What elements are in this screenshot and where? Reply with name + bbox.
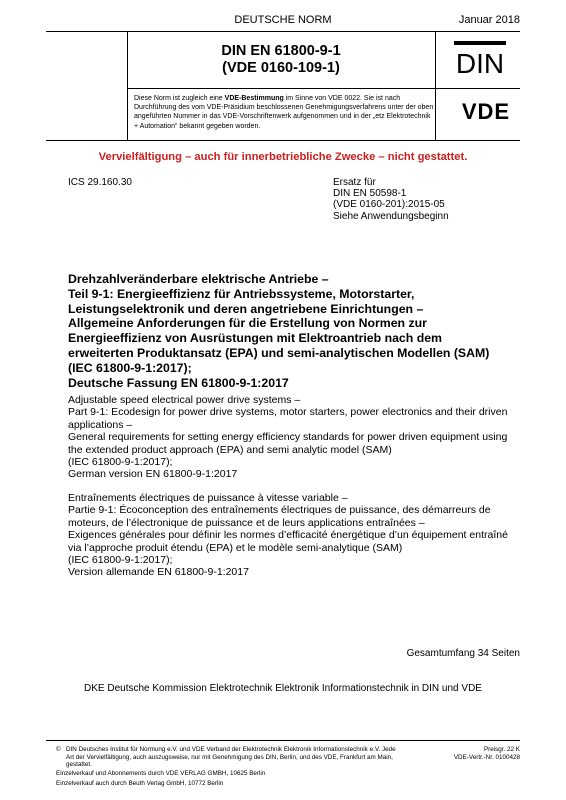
header-rule-top [46, 31, 520, 32]
copyright-text: DIN Deutsches Institut für Normung e.V. und VDE Verband der Elektrotechnik Elektronik Informationstechnik e.V. Jede Art der Vervielfältigung, auch auszugsweise, nur mit Genehmigung des DIN, Berlin, und des VDE, Frankfurt am Main, gestattet. [66, 746, 396, 769]
vde-logo [450, 100, 522, 122]
replacement-label: Ersatz für [333, 177, 376, 188]
title-english: Adjustable speed electrical power drive systems – Part 9-1: Ecodesign for power drive systems, motor starters, power electronics and their driven applications – General requirements for setting energy efficiency standards for power driven equipment using the extended product approach (EPA) and semi analytic model (SAM) (IEC 61800-9-1:2017); German version EN 61800-9-1:2017 [68, 394, 508, 481]
svg-text:VDE: VDE [461, 100, 511, 122]
document-number: DIN EN 61800-9-1 [221, 43, 341, 59]
document-number-block [127, 34, 435, 88]
vde-classification: (VDE 0160-109-1) [222, 60, 340, 76]
total-pages: Gesamtumfang 34 Seiten [406, 648, 520, 659]
dke-commission: DKE Deutsche Kommission Elektrotechnik Elektronik Informationstechnik in DIN und VDE [84, 683, 482, 694]
replacement-info [333, 177, 449, 222]
header-divider-right [435, 31, 436, 140]
footer-rule [46, 740, 520, 741]
replaced-standard-vde: (VDE 0160-201):2015-05 [333, 199, 445, 211]
header-rule-middle [127, 88, 520, 89]
title-german: Drehzahlveränderbare elektrische Antriebe – Teil 9-1: Energieeffizienz für Antriebssysteme, Motorstarter, Leistungselektronik und deren angetriebene Einrichtungen – Allgemeine Anforderungen für die Erstellung von Normen zur Energieeffizienz von Ausrüstungen mit Elektroantrieb nach dem erweiterten Produktansatz (EPA) und semi-analytischen Modellen (SAM) (IEC 61800-9-1:2017); Deutsche Fassung EN 61800-9-1:2017 [68, 272, 490, 390]
vde-order-number: VDE-Vertr.-Nr. 0100428 [453, 753, 520, 761]
vde-logo-icon [450, 100, 522, 122]
reproduction-notice: Vervielfältigung – auch für innerbetriebliche Zwecke – nicht gestattet. [98, 151, 468, 163]
price-info [454, 746, 520, 761]
svg-text:DIN: DIN [455, 48, 505, 78]
ics-code: ICS 29.160.30 [68, 177, 132, 188]
sales-beuth-verlag: Einzelverkauf auch durch Beuth Verlag GmbH, 10772 Berlin [56, 780, 224, 787]
title-french: Entraînements électriques de puissance à vitesse variable – Partie 9-1: Écoconception des entraînements électriques de puissance, des démarreurs de moteurs, de l’électronique de puissance et de leurs applications entraînées – Exigences générales pour définir les normes d’efficacité énergétique d’un équipement entraîné via l’approche produit étendu (EPA) et le modèle semi-analytique (SAM) (IEC 61800-9-1:2017); Version allemande EN 61800-9-1:2017 [68, 492, 508, 579]
vde-regulation-notice: Diese Norm ist zugleich eine VDE-Bestimmung im Sinne von VDE 0022. Sie ist nach Durchführung des vom VDE-Präsidium beschlossenen Genehmigungsverfahrens unter der oben angeführten Nummer in das VDE-Vorschriftenwerk aufgenommen und in der „etz Elektrotechnik + Automation“ bekannt gegeben worden. [134, 95, 434, 130]
replaced-standard: DIN EN 50598-1 [333, 188, 407, 200]
standard-series-label: DEUTSCHE NORM [234, 14, 332, 26]
application-start-note: Siehe Anwendungsbeginn [333, 210, 449, 222]
din-logo [450, 40, 510, 78]
vde-bestimmung-term: VDE-Bestimmung [224, 95, 284, 102]
din-logo-icon [450, 40, 510, 78]
copyright-symbol: © [56, 746, 61, 753]
sales-vde-verlag: Einzelverkauf und Abonnements durch VDE VERLAG GMBH, 10625 Berlin [56, 770, 266, 777]
header-rule-bottom [46, 140, 520, 141]
price-group: Preisgr. 22 K [483, 746, 520, 753]
issue-date: Januar 2018 [458, 14, 520, 26]
